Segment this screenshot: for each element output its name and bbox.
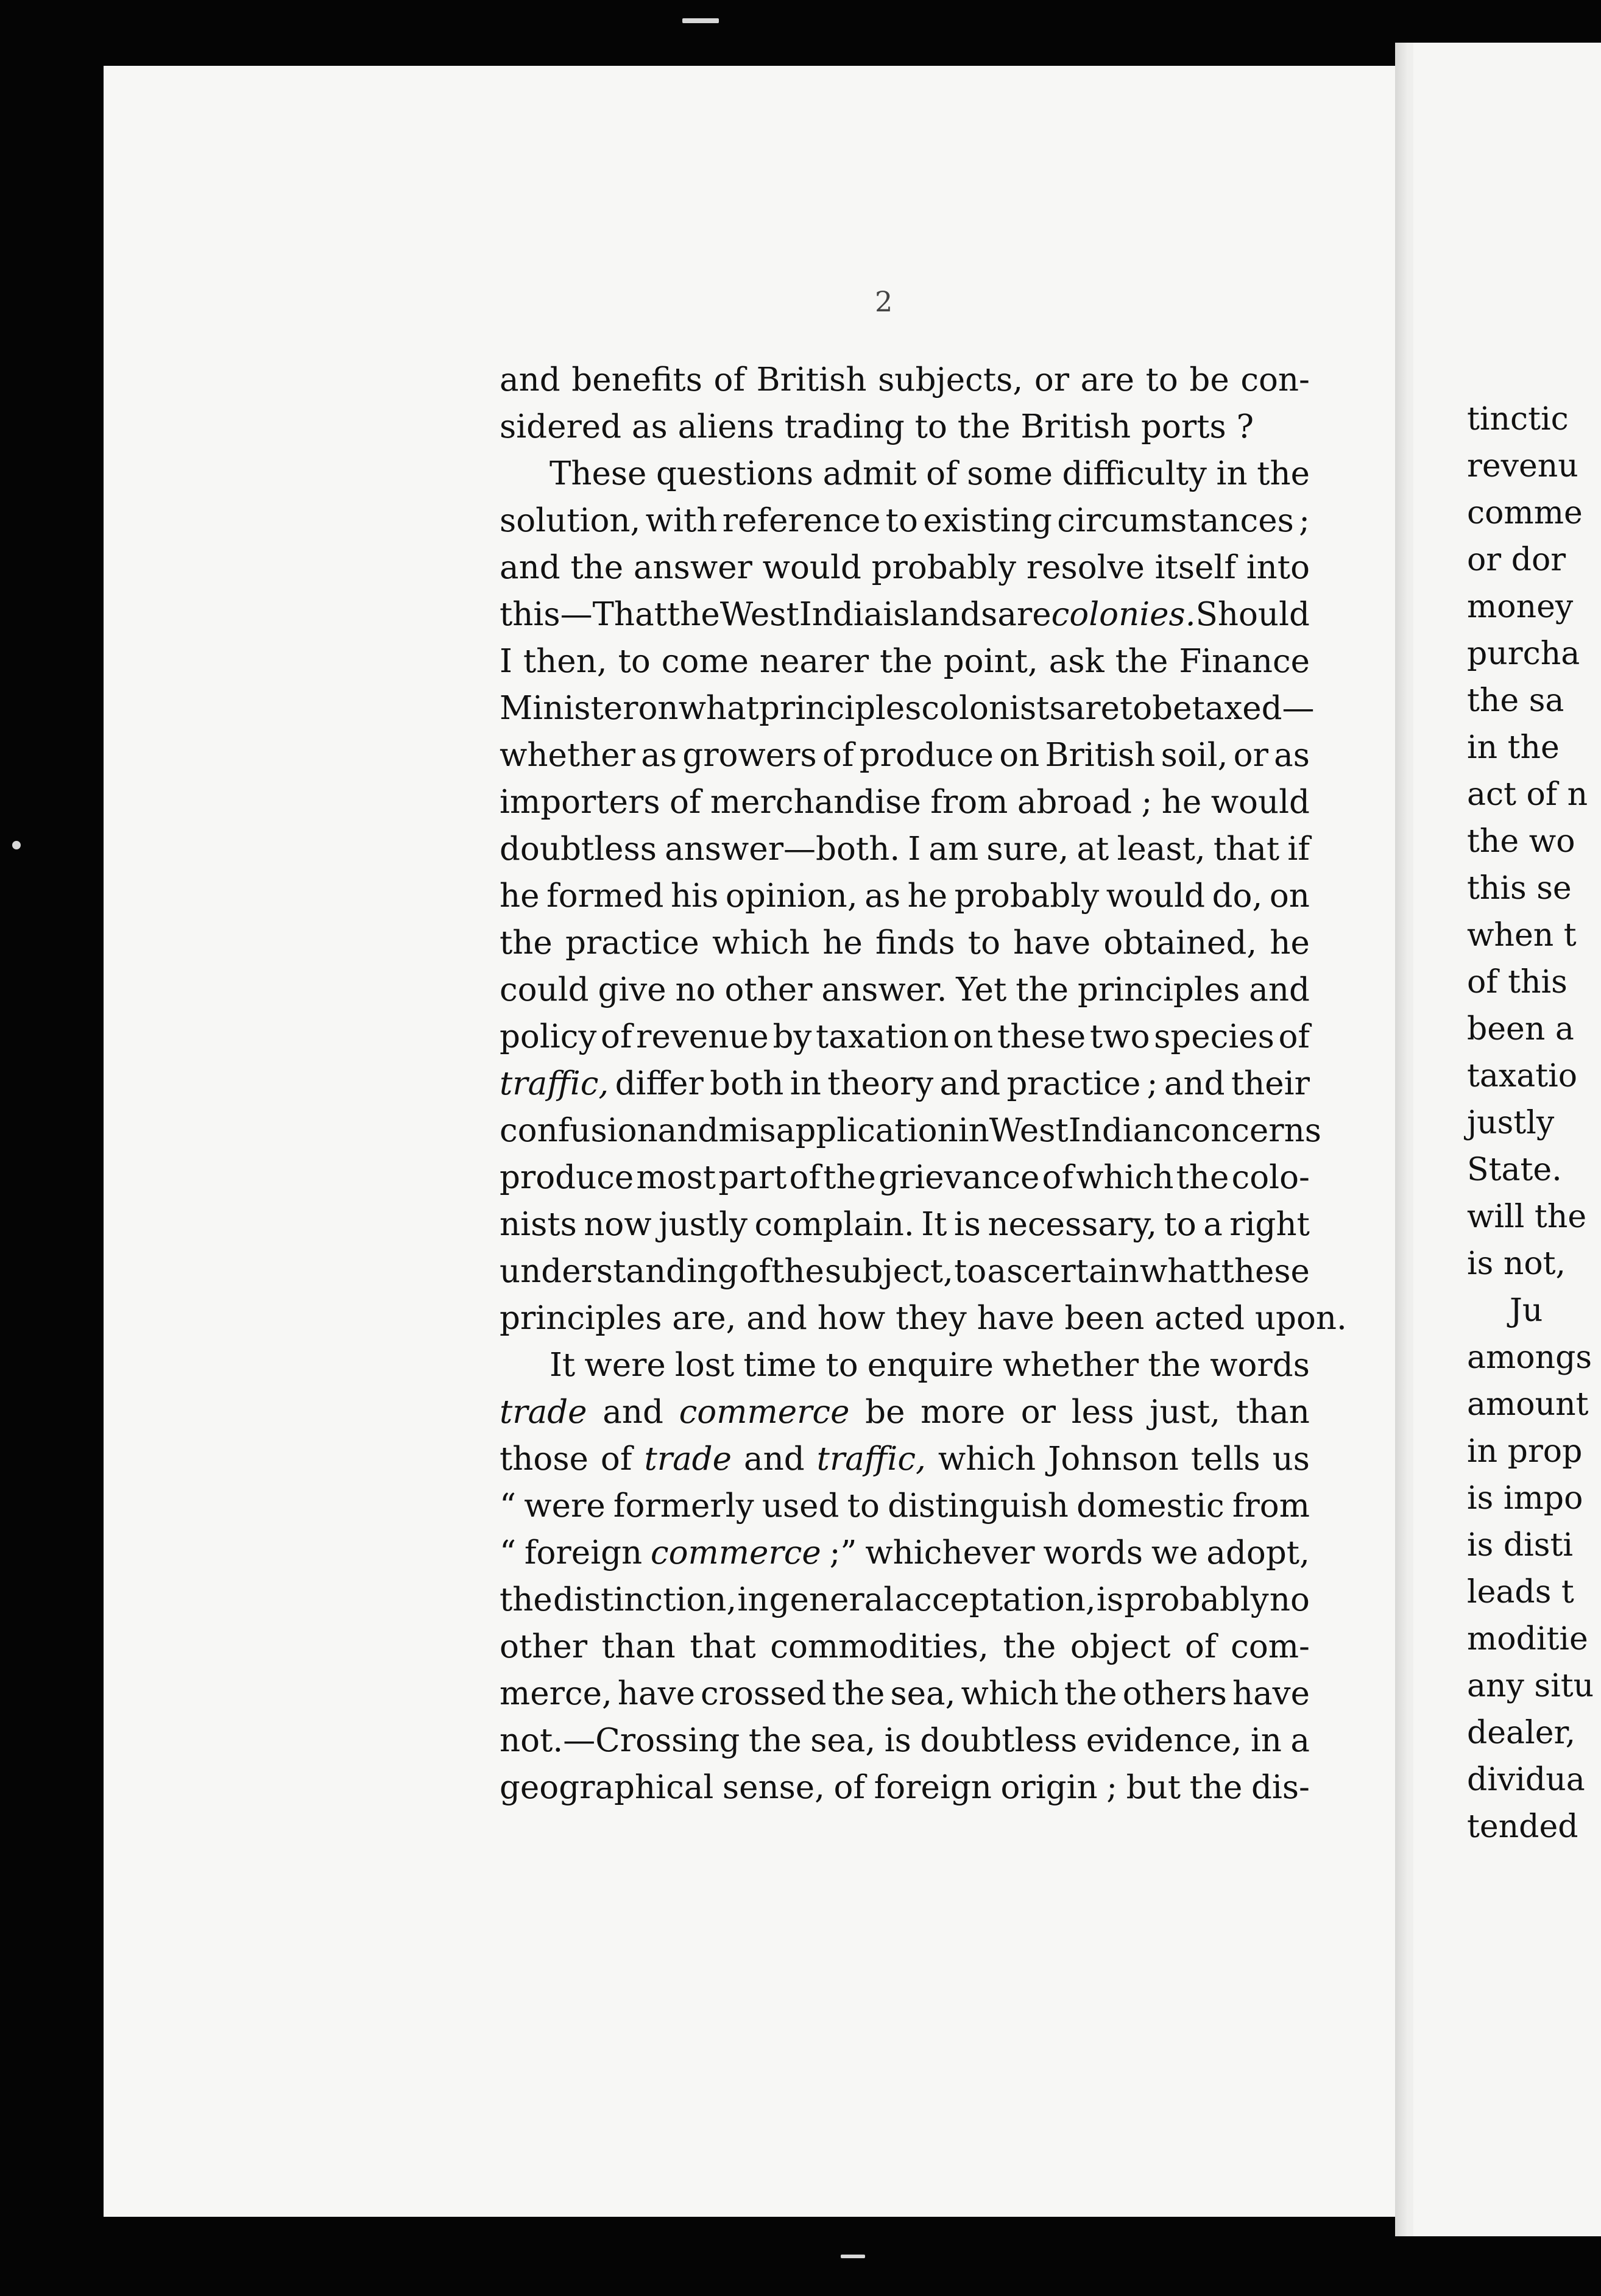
text-line: been a: [1467, 1011, 1574, 1047]
text-line: is impo: [1467, 1480, 1583, 1517]
text-line: importers of merchandise from abroad ; he would: [500, 784, 1310, 821]
text-line: act of n: [1467, 776, 1588, 813]
text-line: traffic, differ both in theory and practice ; and their: [500, 1065, 1310, 1102]
text-line: the practice which he finds to have obtained, he: [500, 924, 1310, 962]
text-line: whether as growers of produce on British soil, or as: [500, 737, 1310, 774]
text-line: any situ: [1467, 1668, 1594, 1704]
text-line: and the answer would probably resolve itself into: [500, 549, 1310, 586]
text-line: I then, to come nearer the point, ask the Finance: [500, 643, 1310, 680]
text-line: principles are, and how they have been acted upon.: [500, 1300, 1347, 1337]
text-line: dealer,: [1467, 1715, 1576, 1751]
text-line: is not,: [1467, 1245, 1566, 1282]
right-page-body: [1467, 396, 1594, 1851]
text-line: could give no other answer. Yet the principles and: [500, 971, 1310, 1008]
text-line: money: [1467, 589, 1574, 625]
text-line: the wo: [1467, 823, 1575, 860]
scan-speck: [841, 2255, 865, 2258]
text-line: leads t: [1467, 1574, 1574, 1610]
text-line: taxatio: [1467, 1058, 1578, 1094]
text-line: nists now justly complain. It is necessary, to a right: [500, 1206, 1310, 1243]
text-line: produce most part of the grievance of which the colo-: [500, 1159, 1310, 1196]
text-line: amount: [1467, 1386, 1589, 1423]
text-line: in the: [1467, 729, 1560, 766]
scan-speck: [12, 841, 21, 849]
text-line: the distinction, in general acceptation, is probably no: [500, 1581, 1310, 1618]
text-line: These questions admit of some difficulty in the: [550, 455, 1310, 492]
text-line: tinctic: [1467, 401, 1569, 438]
text-line: in prop: [1467, 1433, 1583, 1470]
text-line: this se: [1467, 870, 1572, 907]
text-line: other than that commodities, the object of com-: [500, 1628, 1310, 1665]
left-page-body: [500, 356, 1347, 1811]
text-line: will the: [1467, 1199, 1587, 1235]
text-line: moditie: [1467, 1621, 1588, 1657]
text-line: solution, with reference to existing circumstances ;: [500, 502, 1310, 539]
text-line: It were lost time to enquire whether the words: [550, 1347, 1310, 1384]
text-line: amongs: [1467, 1339, 1592, 1376]
text-line: confusion and misapplication in West Indian concerns: [500, 1112, 1321, 1149]
scan-speck: [682, 18, 719, 23]
text-line: of this: [1467, 964, 1567, 1001]
text-line: “ were formerly used to distinguish domestic from: [500, 1487, 1310, 1525]
text-line: geographical sense, of foreign origin ; but the dis-: [500, 1769, 1310, 1806]
text-line: Minister on what principles colonists are to be taxed—: [500, 690, 1315, 727]
text-line: revenu: [1467, 448, 1578, 484]
text-line: when t: [1467, 917, 1577, 954]
text-line: comme: [1467, 495, 1583, 531]
text-line: justly: [1467, 1105, 1555, 1141]
text-line: he formed his opinion, as he probably would do, on: [500, 877, 1310, 915]
text-line: policy of revenue by taxation on these two species of: [500, 1018, 1310, 1055]
text-line: State.: [1467, 1152, 1562, 1188]
text-line: is disti: [1467, 1527, 1573, 1564]
page-number: 2: [875, 285, 893, 318]
text-line: trade and commerce be more or less just, than: [500, 1394, 1310, 1431]
text-line: Ju: [1510, 1292, 1543, 1329]
text-line: sidered as aliens trading to the British ports ?: [500, 408, 1254, 445]
text-line: tended: [1467, 1809, 1578, 1845]
text-line: the sa: [1467, 682, 1564, 719]
text-line: not.—Crossing the sea, is doubtless evidence, in a: [500, 1722, 1310, 1759]
text-line: doubtless answer—both. I am sure, at least, that if: [500, 831, 1310, 868]
text-line: “ foreign commerce ;” whichever words we adopt,: [500, 1534, 1310, 1571]
text-line: and benefits of British subjects, or are to be con-: [500, 361, 1310, 399]
text-line: dividua: [1467, 1762, 1585, 1798]
text-line: or dor: [1467, 542, 1566, 578]
text-line: those of trade and traffic, which Johnson tells us: [500, 1440, 1310, 1478]
text-line: purcha: [1467, 636, 1580, 672]
text-line: understanding of the subject, to ascertain what these: [500, 1253, 1310, 1290]
text-line: this—That the West India islands are colonies. Should: [500, 596, 1310, 633]
text-line: merce, have crossed the sea, which the others have: [500, 1675, 1310, 1712]
